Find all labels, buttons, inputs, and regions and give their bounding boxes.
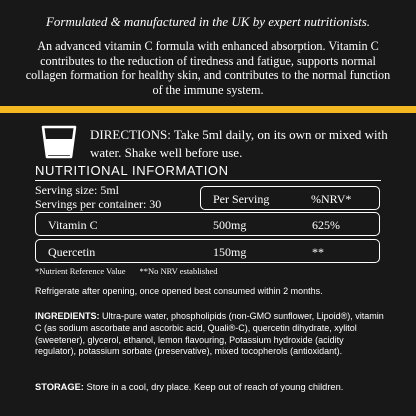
storage: [35, 382, 395, 392]
nutrient-name: Quercetin: [48, 245, 96, 259]
nrv-header: %NRV*: [311, 192, 352, 206]
glass-icon: [37, 125, 81, 159]
storage-text: Store in a cool, dry place. Keep out of reach of young children.: [83, 382, 344, 392]
title-divider: [35, 180, 381, 181]
ingredients: [35, 311, 387, 358]
footnote-no-nrv: **No NRV established: [139, 266, 218, 276]
per-serving-header: Per Serving: [213, 192, 270, 206]
ingredients-text: Ultra-pure water, phospholipids (non-GMO sunflower, Lipoid®), vitamin C (as sodium ascorbate and ascorbic acid, Quali®-C), quercetin dihydrate, xylitol (sweetener), glycerol, ethanol, lemon flavouring, Potassium hydroxide (acidity regulator), potassium sorbate (preservative), mixed tocopherols (antioxidant).: [35, 311, 384, 357]
intro-text: An advanced vitamin C formula with enhanced absorption. Vitamin C contributes to the reduction of tiredness and fatigue, supports normal collagen formation for healthy skin, and contributes to the normal function of the immune system.: [25, 39, 391, 97]
accent-stripe: [0, 106, 416, 113]
nutrient-nrv: **: [312, 245, 324, 259]
nutrient-name: Vitamin C: [48, 218, 98, 232]
ingredients-label: INGREDIENTS:: [35, 311, 100, 321]
serving-info: [35, 183, 205, 211]
footnotes: [35, 266, 218, 276]
directions-text: DIRECTIONS: Take 5ml daily, on its own or mixed with water. Shake well before use.: [90, 127, 388, 160]
refrigerate-note: Refrigerate after opening, once opened best consumed within 2 months.: [35, 286, 323, 296]
nutrient-amount: 150mg: [213, 245, 247, 259]
table-row: [35, 212, 380, 236]
nutrition-table-header: [200, 186, 380, 210]
intro-section: [0, 0, 416, 98]
tagline: Formulated & manufactured in the UK by expert nutritionists.: [45, 14, 371, 29]
nutrition-title: NUTRITIONAL INFORMATION: [35, 163, 229, 178]
nutrient-amount: 500mg: [213, 218, 247, 232]
serving-size: Serving size: 5ml: [35, 183, 119, 197]
table-row: [35, 239, 380, 263]
storage-label: STORAGE:: [35, 382, 84, 392]
nutrient-nrv: 625%: [312, 218, 340, 232]
footnote-nrv: *Nutrient Reference Value: [35, 266, 126, 276]
servings-per-container: Servings per container: 30: [35, 197, 162, 211]
